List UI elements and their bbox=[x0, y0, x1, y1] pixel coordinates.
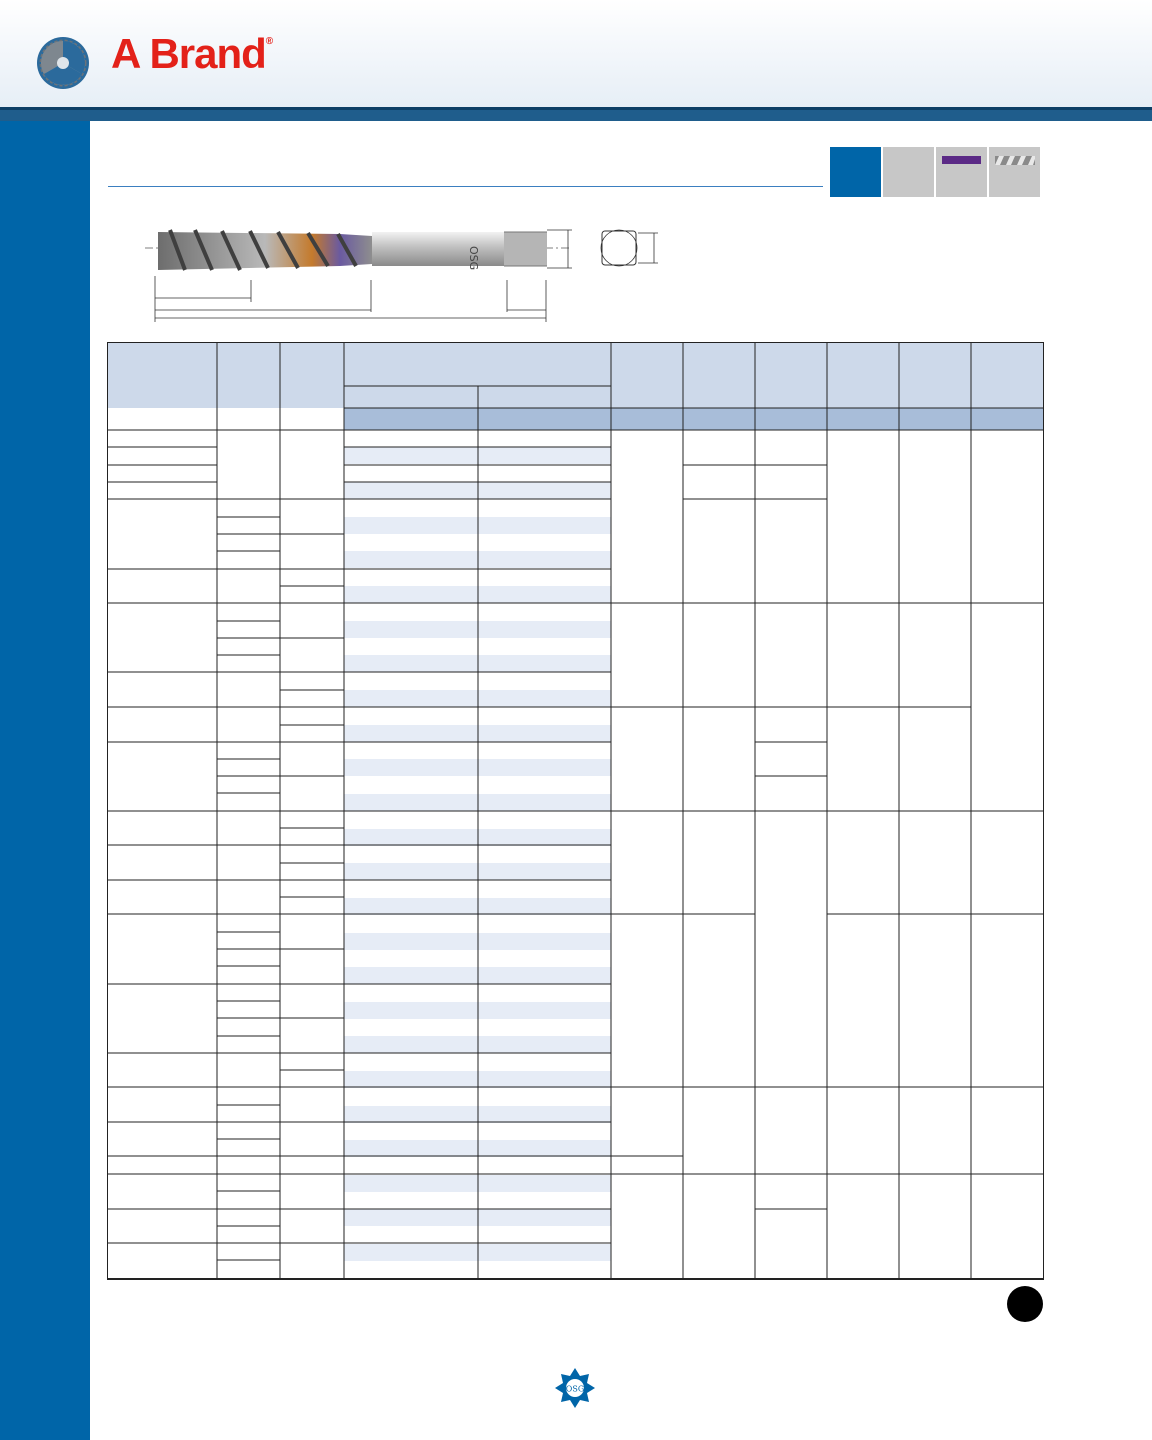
tap-tool-image bbox=[140, 216, 680, 328]
badge-4-stripes bbox=[995, 156, 1035, 165]
page-number-dot bbox=[1007, 1286, 1043, 1322]
brand-name: A Brand bbox=[111, 30, 266, 77]
brand-title bbox=[111, 30, 272, 78]
title-rule bbox=[108, 186, 823, 187]
badge-1 bbox=[830, 147, 881, 197]
registered-mark: ® bbox=[265, 36, 273, 47]
footer-logo-text: OSG bbox=[565, 1384, 585, 1394]
badge-4 bbox=[989, 147, 1040, 197]
table-bottom-rule bbox=[107, 1278, 1044, 1280]
badge-2 bbox=[883, 147, 934, 197]
side-bar bbox=[0, 121, 90, 1440]
osg-logo-icon bbox=[555, 1368, 595, 1408]
brand-gear-icon bbox=[36, 36, 90, 90]
spec-table bbox=[107, 342, 1044, 1279]
tool-etched-text: OSG bbox=[467, 246, 480, 271]
badge-3 bbox=[936, 147, 987, 197]
badge-3-bar bbox=[942, 156, 981, 164]
header-divider-dark bbox=[0, 107, 1152, 110]
